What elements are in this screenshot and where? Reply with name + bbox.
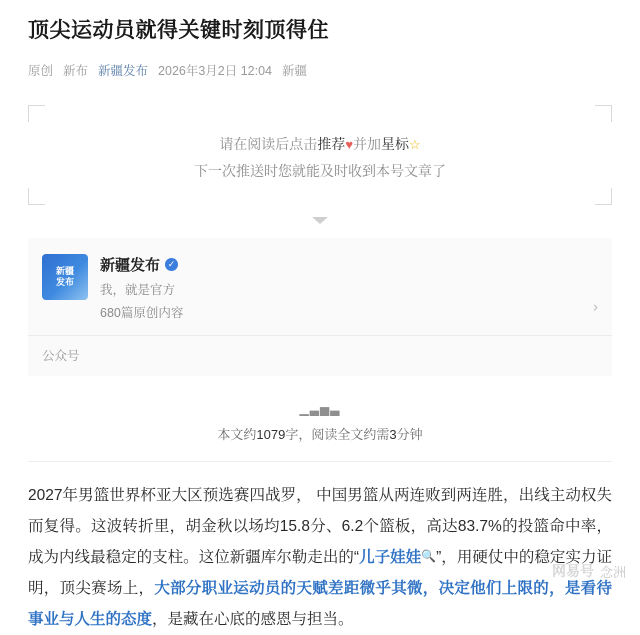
account-card[interactable] [28, 238, 612, 376]
quote-open: “ [353, 549, 360, 567]
account-name-row [100, 254, 598, 275]
wordcount-prefix: 本文约 [217, 427, 257, 443]
star-icon: ☆ [409, 137, 421, 153]
quoted-term[interactable]: 儿子娃娃 [359, 549, 422, 567]
read-minutes: 3 [389, 427, 397, 443]
quote-close: ”， [436, 549, 457, 567]
dots-separator: ▁▃▅▃ [299, 402, 341, 417]
promo-line-1 [28, 105, 612, 158]
corner-bracket-top-right [595, 105, 612, 122]
meta-new-tag: 新布 [63, 64, 89, 79]
triangle-down-icon [312, 217, 328, 224]
article-body [28, 480, 612, 635]
promo-star-label: 星标 [381, 136, 410, 153]
verified-badge-icon: ✓ [165, 258, 178, 271]
body-paragraph-2: 用硬仗中的稳定实力证明，顶尖赛场上， [28, 549, 612, 598]
account-logo: 新疆 发布 [42, 254, 88, 300]
account-type-label: 公众号 [42, 349, 80, 364]
meta-original-tag: 原创 [28, 64, 54, 79]
promo-block [28, 105, 612, 205]
promo-line-2: 下一次推送时您就能及时收到本号文章了 [194, 163, 446, 180]
search-icon[interactable]: 🔍 [421, 549, 437, 564]
netease-logo: 网易号 [551, 563, 594, 579]
watermark [552, 561, 626, 581]
corner-bracket-bottom-right [595, 188, 612, 205]
account-content-count: 680篇原创内容 [100, 306, 184, 321]
body-paragraph-3: ，是藏在心底的感恩与担当。 [152, 611, 354, 629]
chevron-right-icon[interactable]: › [593, 298, 598, 316]
account-name: 新疆发布 [100, 257, 161, 275]
heart-icon: ♥ [345, 137, 354, 153]
page-title: 顶尖运动员就得关键时刻顶得住 [28, 19, 329, 42]
corner-bracket-top-left [28, 105, 45, 122]
body-paragraph-1: 2027年男篮世界杯亚大区预选赛四战罗， 中国男篮从两连败到两连胜，出线主动权失而复得。这波转折里，胡金秋以场均15.8分、6.2个篮板，高达83.7%的投篮命中率，成为内线最稳定的支柱。这位新疆库尔勒走出的 [28, 487, 612, 567]
content-divider [28, 461, 612, 462]
account-description: 我，就是官方 [100, 283, 176, 298]
account-info [100, 254, 598, 321]
meta-account-link[interactable]: 新疆发布 [98, 64, 149, 79]
highlighted-sentence: 大部分职业运动员的天赋差距微乎其微，决定他们上限的，是看待事业与人生的态度 [28, 580, 612, 629]
promo-mid: 并加 [353, 136, 382, 153]
account-card-top [42, 254, 598, 321]
wordcount-line [28, 424, 612, 443]
corner-bracket-bottom-left [28, 188, 45, 205]
meta-region: 新疆 [282, 64, 308, 79]
wordcount-number: 1079 [256, 427, 286, 443]
promo-recommend-label: 推荐 [317, 136, 346, 153]
watermark-author: 念洲 [599, 564, 626, 580]
wordcount-suffix: 分钟 [396, 427, 423, 443]
meta-date: 2026年3月2日 12:04 [158, 64, 273, 79]
promo-prefix: 请在阅读后点击 [219, 136, 318, 153]
wordcount-mid: 字，阅读全文约需 [285, 427, 390, 443]
article-meta [28, 61, 612, 79]
